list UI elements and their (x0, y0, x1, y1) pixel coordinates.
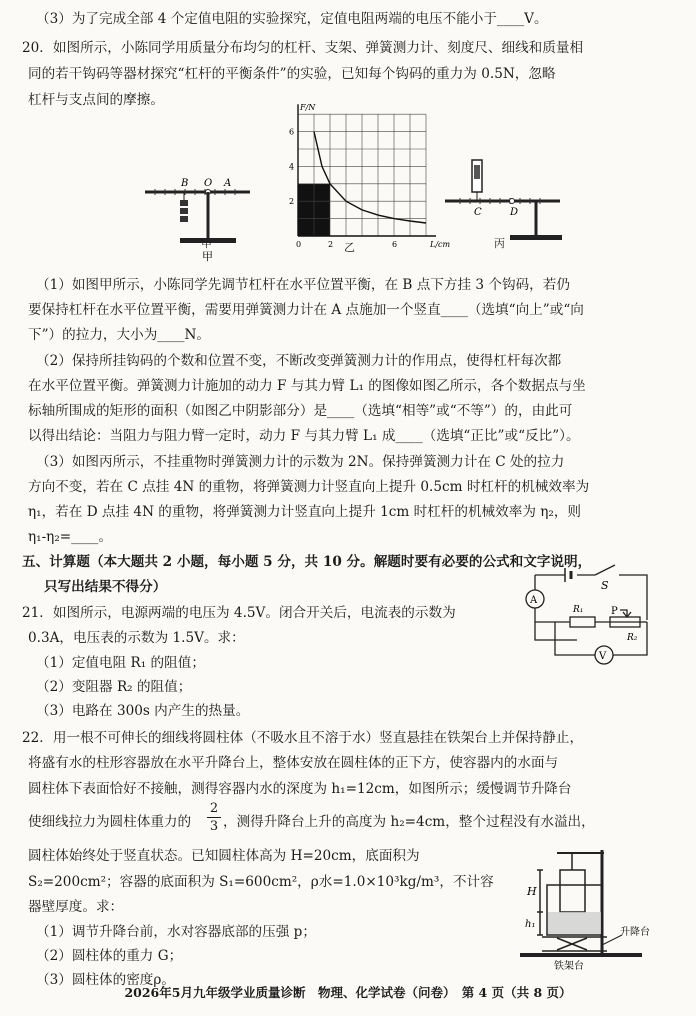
q20-part3-line1: （3）如图丙所示，不挂重物时弹簧测力计的示数为 2N。保持弹簧测力计在 C 处的拉力 (36, 454, 565, 470)
q22-stem-line3: 圆柱体下表面恰好不接触，测得容器内水的深度为 h₁=12cm，如图所示；缓慢调节升降台 (28, 781, 572, 797)
label-R2: R₂ (627, 633, 638, 643)
label-A: A (224, 178, 232, 189)
q20-part2-line3: 标轴所围成的矩形的面积（如图乙中阴影部分）是____（选填“相等”或“不等”）的，由此可 (28, 403, 573, 419)
label-platform: 升降台 (620, 927, 650, 938)
q22-stem-line4a: 使细线拉力为圆柱体重力的 (28, 814, 192, 830)
q20-part1-line2: 要保持杠杆在水平位置平衡，需要用弹簧测力计在 A 点施加一个竖直____（选填“向上”或“向 (28, 302, 584, 318)
label-C: C (474, 207, 482, 218)
label-D: D (510, 207, 519, 218)
fraction-denominator: 3 (209, 819, 219, 834)
x-axis-label: L/cm (430, 240, 451, 249)
label-O: O (204, 178, 213, 189)
section-five-heading-line2: 只写出结果不得分） (44, 579, 167, 595)
q22-part2: （2）圆柱体的重力 G； (36, 948, 183, 964)
q22-stem-line4b: ，测得升降台上升的高度为 h₂=4cm，整个过程没有水溢出， (223, 814, 595, 830)
q20-stem-line1: 20．如图所示，小陈同学用质量分布均匀的杠杆、支架、弹簧测力计、刻度尺、细线和质量相 (22, 40, 584, 56)
q20-part2-line4: 以得出结论：当阻力与阻力臂一定时，动力 F 与其力臂 L₁ 成____（选填“正比”或“反比”）。 (28, 428, 580, 444)
q21-stem-line2: 0.3A，电压表的示数为 1.5V。求： (28, 630, 245, 646)
y-tick-label: 6 (289, 127, 295, 137)
q20-part3-line3: η₁，若在 D 点挂 4N 的重物，将弹簧测力计竖直向上提升 1cm 时杠杆的机械效率为 η₂，则 (28, 504, 582, 520)
label-stand: 铁架台 (554, 961, 584, 972)
y-tick-label: 2 (289, 197, 295, 207)
label-ammeter: A (530, 595, 538, 606)
label-R1: R₁ (573, 605, 584, 615)
x-tick-label: 2 (328, 240, 334, 249)
fraction-two-thirds (207, 800, 221, 835)
q19-part3-text: （3）为了完成全部 4 个定值电阻的实验探究，定值电阻两端的电压不能小于____V。 (36, 11, 548, 27)
q22-stem-line1: 22．用一根不可伸长的细线将圆柱体（不吸水且不溶于水）竖直悬挂在铁架台上并保持静止， (22, 730, 584, 746)
label-H: H (527, 885, 537, 898)
figure-circuit (515, 560, 665, 670)
figure-yi-chart (280, 103, 451, 260)
fraction-numerator: 2 (207, 800, 221, 818)
q20-part3-line2: 方向不变，若在 C 点挂 4N 的重物，将弹簧测力计竖直向上提升 0.5cm 时杠杆的机械效率为 (28, 479, 590, 495)
caption-jia-text: 甲 (201, 237, 212, 250)
q22-stem-line6: S₂=200cm²；容器的底面积为 S₁=600cm²，ρ水=1.0×10³kg/m³，不计容 (28, 874, 494, 890)
section-five-heading-line1: 五、计算题（本大题共 2 小题，每小题 5 分，共 10 分。解题时要有必要的公式和文字说明， (22, 554, 592, 570)
q20-part1-line3: 下”）的拉力，大小为____N。 (28, 327, 210, 343)
q21-part3: （3）电路在 300s 内产生的热量。 (36, 703, 250, 719)
q20-part2-line1: （2）保持所挂钩码的个数和位置不变，不断改变弹簧测力计的作用点，使得杠杆每次都 (36, 353, 562, 369)
q22-stem-line7: 器壁厚度。求： (28, 899, 124, 915)
q20-part2-line2: 在水平位置平衡。弹簧测力计施加的动力 F 与其力臂 L₁ 的图像如图乙所示，各个数据点与坐 (28, 378, 586, 394)
figure-bing-lever (440, 155, 565, 245)
x-tick-label: 0 (296, 240, 302, 249)
q22-stem-line2: 将盛有水的柱形容器放在水平升降台上，整体安放在圆柱体的正下方，使容器内的水面与 (28, 755, 559, 771)
q20-stem-line2: 同的若干钩码等器材探究“杠杆的平衡条件”的实验，已知每个钩码的重力为 0.5N，忽略 (28, 66, 556, 82)
label-B: B (181, 178, 189, 189)
q21-stem-line1: 21．如图所示，电源两端的电压为 4.5V。闭合开关后，电流表的示数为 (22, 605, 456, 621)
q20-stem-line3: 杠杆与支点间的摩擦。 (28, 92, 164, 108)
label-voltmeter: V (599, 651, 607, 662)
series-curve (314, 132, 426, 223)
q21-part1: （1）定值电阻 R₁ 的阻值； (36, 655, 205, 671)
q22-part1: （1）调节升降台前，水对容器底部的压强 p； (36, 924, 316, 940)
label-S: S (601, 579, 609, 592)
q22-stem-line5: 圆柱体始终处于竖直状态。已知圆柱体高为 H=20cm，底面积为 (28, 848, 420, 864)
page-footer: 2026年5月九年级学业质量诊断 物理、化学试卷（问卷） 第 4 页（共 8 页） (124, 985, 572, 1000)
caption-jia: 甲 (202, 250, 213, 263)
label-P: P (611, 606, 618, 617)
q22-part3: （3）圆柱体的密度ρ。 (36, 972, 175, 988)
caption-yi: 乙 (344, 241, 355, 254)
y-axis-label: F/N (300, 103, 316, 113)
q21-part2: （2）变阻器 R₂ 的阻值； (36, 679, 192, 695)
figure-apparatus (512, 845, 682, 975)
q20-part3-line4: η₁-η₂=____。 (28, 529, 112, 545)
x-tick-label: 6 (392, 240, 398, 249)
figure-jia-lever (140, 170, 255, 263)
label-h1: h₁ (525, 919, 536, 930)
y-tick-label: 4 (289, 162, 295, 172)
caption-bing: 丙 (494, 237, 505, 250)
q20-part1-line1: （1）如图甲所示，小陈同学先调节杠杆在水平位置平衡，在 B 点下方挂 3 个钩码，若仍 (36, 277, 570, 293)
